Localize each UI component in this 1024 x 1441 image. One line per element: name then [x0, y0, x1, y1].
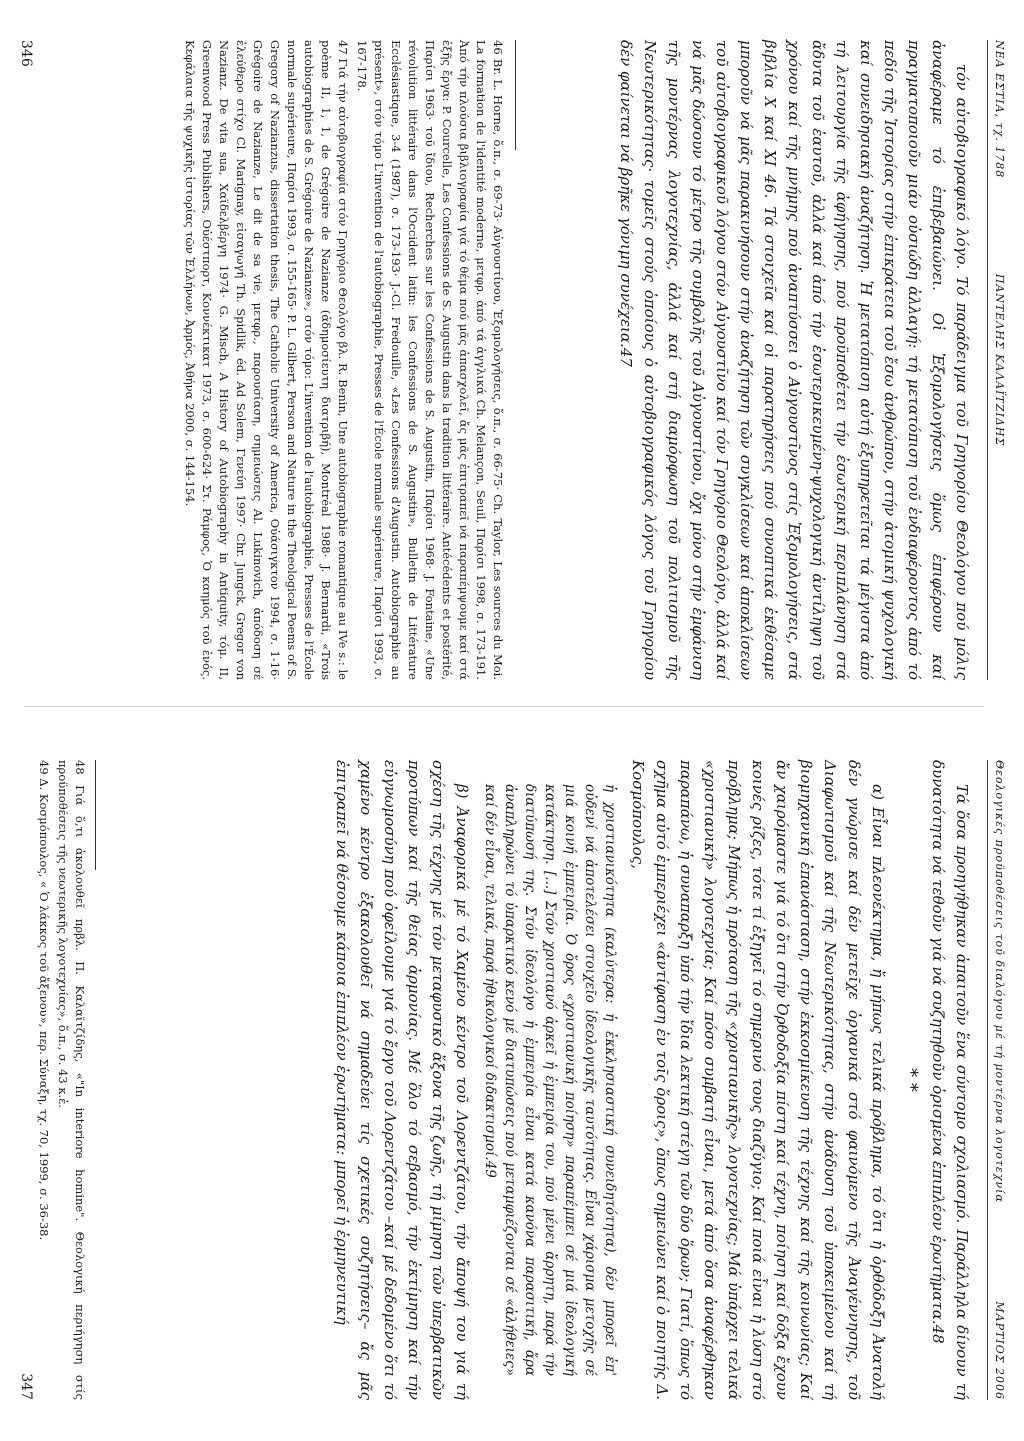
right-paragraph-b: β) Ἀναφορικά μέ τό Χαμένο κέντρο τοῦ Λορεντζάτου, τήν ἄποψή του γιά τή σχέση τῆς τέχνης μέ τόν μεταφυσικό ἄξονα τῆς ζωῆς, τή μίμηση τῶν ὑπερβατικῶν προτύπων καί τῆς θείας ἁρμονίας. Μέ ὅλο τό σεβασμό, τήν ἐκτίμηση καί τήν εὐγνωμοσύνη πού ὀφείλουμε γιά τό ἔργο τοῦ Λορεντζάτου –καί μέ δεδομένο ὅτι τό χαμένο κέντρο ἐξακολουθεῖ νά σημαδεύει τίς σχετικές συζητήσεις– ἄς μᾶς ἐπιτραπεῖ νά θέσουμε κάποια ἐπιπλέον ἐρωτήματα: μπορεῖ ἡ ἑρμηνευτική — [333, 760, 471, 1400]
right-header-rule — [987, 760, 988, 1400]
right-footnotes — [33, 760, 88, 1400]
left-header-author: ΠΑΝΤΕΛΗΣ ΚΑΛΑΪΤΖΙΔΗΣ — [993, 273, 1006, 447]
section-separator-stars: * * — [900, 1068, 921, 1092]
right-page-body — [330, 760, 974, 1400]
right-paragraph-a: α) Εἶναι πλεονέκτημα, ἤ μήπως τελικά πρόβλημα, τό ὅτι ἡ ὀρθόδοξη Ἀνατολή δέν γνώρισε καί δέν μετεῖχε ὀργανικά στό φαινόμενο τῆς Ἀναγέννησης, τοῦ Διαφωτισμοῦ καί τῆς Νεωτερικότητας, στήν ἀνάδυση τοῦ ὑποκειμένου καί τή βιομηχανική ἐπανάσταση, στήν ἐκκοσμίκευση τῆς τέχνης καί τῆς κοινωνίας; Καί ἄν χαιρόμαστε γιά τό ὅτι στήν Ὀρθοδοξία πίστη καί τέχνη, ποίηση καί δόξα ἔχουν κοινές ρίζες, τότε τί ἐξηγεῖ τό σημερινό τους διαζύγιο; Καί ποιά εἶναι ἡ λύση στό πρόβλημα; Μήπως ἡ πρόταση τῆς «χριστιανικῆς» λογοτεχνίας; Μά ὑπάρχει τελικά «χριστιανική» λογοτεχνία; Καί πόσο συμβατή εἶναι, μετά ἀπό ὅσα ἀναφέρθηκαν παραπάνω, ἡ συναπαρξη ὑπό τήν ἴδια λεκτική στέγη τῶν δύο ὅρων; Γιατί, ὅπως τό σχῆμα αὐτό ἐμπεριέχει «ἀντίφαση ἐν τοῖς ὅροις», ὅπως σημειώνει καί ὁ ποιητής Δ. Κοσμόπουλος, — [629, 760, 887, 1400]
left-footnote-rule — [515, 40, 516, 150]
left-header-journal: ΝΕΑ ΕΣΤΙΑ, τχ. 1788 — [993, 40, 1006, 179]
footnote-48: 48 Γιά ὅ,τι ἀκολουθεῖ πρβλ. Π. Καλαϊτζίδης, «"In interiore homine". Θεολογική περιήγηση στίς προϋποθέσεις τῆς νεωτερικῆς λογοτεχνίας», ὅ.π., σ. 43 κ.ἑ. — [56, 760, 87, 1400]
footnote-46: 46 Br. L. Horne, ὅ.π., σ. 69-73· Αὐγουστίνου, Ἐξομολογήσεις, ὅ.π., σ. 66-75· Ch. Taylor, Les sources du Moi. La formation de l'identité moderne, μετφρ. ἀπό τά ἀγγλικά Ch. Melançon, Seuil, Παρίσι 1998, σ. 173-191. Ἀπό τήν πλούσια βιβλιογραφία γιά τό θέμα πού μᾶς ἀπασχολεῖ, ἄς μᾶς ἐπιτραπεῖ νά παραπέμψουμε καί στά ἑξῆς ἔργα: P. Courcelle, Les Confessions de S. Augustin dans la tradition littéraire. Antécédents et postérité, Παρίσι 1963· τοῦ ἴδιου, Recherches sur les Confessions de S. Augustin, Παρίσι 1968· J. Fontaine, «Une révolution littéraire dans l'Occident latin: les Confessions de S. Augustin», Bulletin de Littérature Ecclésiastique, 3-4 (1987), σ. 173-193· J.-Cl. Fredouille, «Les Confessions d'Augustin. Autobiographie au présent», στόν τόμο L'invention de l'autobiographie, Presses de l'École normale supérieure, Παρίσι 1993, σ. 167-178. — [355, 40, 505, 680]
left-page — [0, 0, 1024, 690]
footnote-49: 49 Δ. Κοσμόπουλος, « Ὁ λάκκος τοῦ ἄξενου», περ. Σύναξη, τχ. 70, 1999, σ. 36-38. — [37, 760, 51, 1241]
footnote-47: 47 Γιά τήν αὐτοβιογραφία στόν Γρηγόριο Θεολόγο βλ. R. Benin, Une autobiographie romantique au IVe s.: le poème II, 1, 1, de Grégoire de Nazianze (ἀδημοσίευτη διατριβή), Montréal 1988· J. Bernardi, «Trois autobiographies de S. Grégoire de Nazianze», στόν τόμο: L'invention de l'autobiographie, Presses de l'École normale supérieure, Παρίσι 1993, σ. 155-165· P. L. Gilbert, Person and Nature in the Theological Poems of S. Gregory of Nazianzus, dissertation thesis, The Catholic University of America, Οὐάσιγκτον 1994, σ. 1-16· Grégoire de Nazianze, Le dit de sa vie, μετφρ., παρουσίαση, σημειώσεις Al. Lukinovich, ἀπόδοση σέ ἐλεύθερο στίχο Cl. Marignay, εἰσαγωγή Th. Spidlik, éd. Ad Solem, Γενεύη 1997· Chr. Jungck, Gregor von Nazianz. De vita sua, Χαϊδελβέργη 1974· G. Misch, A History of Autobiography in Antiquity, τόμ. II, Greenwood Press Publishers, Οὐέστπορτ, Κοννέκτικατ 1973, σ. 600-624· Στ. Ράμφος, Ὁ καημός τοῦ ἑνός. Κεφάλαια τῆς ψυχικῆς ἱστορίας τῶν Ἑλλήνων, Ἀρμός, Ἀθήνα 2000, σ. 144-154. — [183, 40, 350, 680]
right-header-date: ΜΑΡΤΙΟΣ 2006 — [993, 1301, 1006, 1400]
left-header-rule — [987, 40, 988, 680]
right-intro-paragraph: Τά ὅσα προηγήθηκαν ἀπαιτοῦν ἕνα σύντομο σχολιασμό. Παράλληλα δίνουν τή δυνατότητα νά τεθοῦν γιά νά συζητηθοῦν ὁρισμένα ἐπιπλέον ἐρωτήματα.48 — [929, 760, 971, 1400]
left-page-body — [614, 40, 974, 680]
right-page-number: 347 — [18, 1373, 34, 1400]
page-fold — [24, 706, 984, 707]
right-page-header — [986, 760, 1006, 1400]
left-page-number: 346 — [18, 40, 34, 67]
left-footnotes — [179, 40, 506, 680]
left-paragraph-1: τόν αὐτοβιογραφικό λόγο. Τό παράδειγμα τοῦ Γρηγορίου Θεολόγου πού μόλις ἀναφέραμε τό ἐπιβεβαιώνει. Οἱ Ἐξομολογήσεις ὅμως ἐπιφέρουν καί πραγματοποιοῦν μιάν οὐσιώδη ἀλλαγή: τή μετατόπιση τοῦ ἐνδιαφέροντος ἀπό τό πεδίο τῆς Ἱστορίας στήν ἐπικράτεια τοῦ ἔσω ἀνθρώπου, στήν ἀτομική ψυχολογική καί συνειδησιακή ἀναζήτηση. Ἡ μετατόπιση αὐτή ἐξυπηρετεῖται τά μέγιστα ἀπό τή λειτουργία τῆς ἀφήγησης, πού προϋποθέτει τήν ἐσωτερική περιπλάνηση στά ἄδυτα τοῦ ἑαυτοῦ, ἀλλά καί ἀπό τήν ἐσωτερικευμένη-ψυχολογική ἀντίληψη τοῦ χρόνου καί τῆς μνήμης πού ἀναπτύσσει ὁ Αὐγουστῖνος στίς Ἐξομολογήσεις, στά βιβλία Χ καί XI 46. Τά στοιχεῖα καί οἱ παρατηρήσεις πού συνοπτικά ἐκθέσαμε μποροῦν νά μᾶς παρακινήσουν στήν ἀναζήτηση τῶν συγκλίσεων καί ἀποκλίσεων τοῦ αὐτοβιογραφικοῦ λόγου στόν Αὐγουστῖνο καί τόν Γρηγόριο Θεολόγο, ἀλλά καί νά μᾶς δώσουν τό μέτρο τῆς συμβολῆς τοῦ Αὐγουστίνου, ὄχι μόνο στήν ἐμφάνιση τῆς μοντέρνας λογοτεχνίας, ἀλλά καί στή διαμόρφωση τοῦ πολιτισμοῦ τῆς Νεωτερικότητας· τομεῖς στούς ὁποίους ὁ αὐτοβιογραφικός λόγος τοῦ Γρηγορίου δέν φαίνεται νά βρῆκε γόνιμη συνέχεια.47 — [617, 40, 971, 680]
right-header-title: Θεολογικές προϋποθέσεις τοῦ διαλόγου μέ τή μοντέρνα λογοτεχνία — [993, 760, 1006, 1203]
right-block-quote: ἡ χριστιανικότητα (καλύτερα: ἡ ἐκκλησιαστική συνειδητότητα), δέν μπορεῖ ἐπ' οὐδενί νά ἀποτελέσει στοιχεῖο ἰδεολογικῆς ταυτότητας. Εἶναι χάρισμα μετοχῆς σέ μιά κοινή ἐμπειρία. Ὁ ὅρος «χριστιανική ποίηση» παραπέμπει σέ μιά ἰδεολογική κατάκτηση. [...] Στόν χριστιανό ἀρκεῖ ἡ ἐμπειρία του, πού μένει ἄρρητη, παρά τήν διατύπωσή της. Στόν ἰδεολόγο ἡ ἐμπειρία εἶναι κατά κανόνα παρασιτική, ἄρα ἀναπληρώνει τό ὑπαρκτικό κενό μέ διατυπώσεις πού μεταμφιέζονται σέ «ἀλήθειες» καί δέν εἶναι, τελικά, παρά ἠθικολογικοί διδακτισμοί.49 — [482, 784, 618, 1376]
left-page-header — [986, 40, 1006, 680]
right-page — [0, 720, 1024, 1410]
right-footnote-rule — [95, 760, 96, 870]
